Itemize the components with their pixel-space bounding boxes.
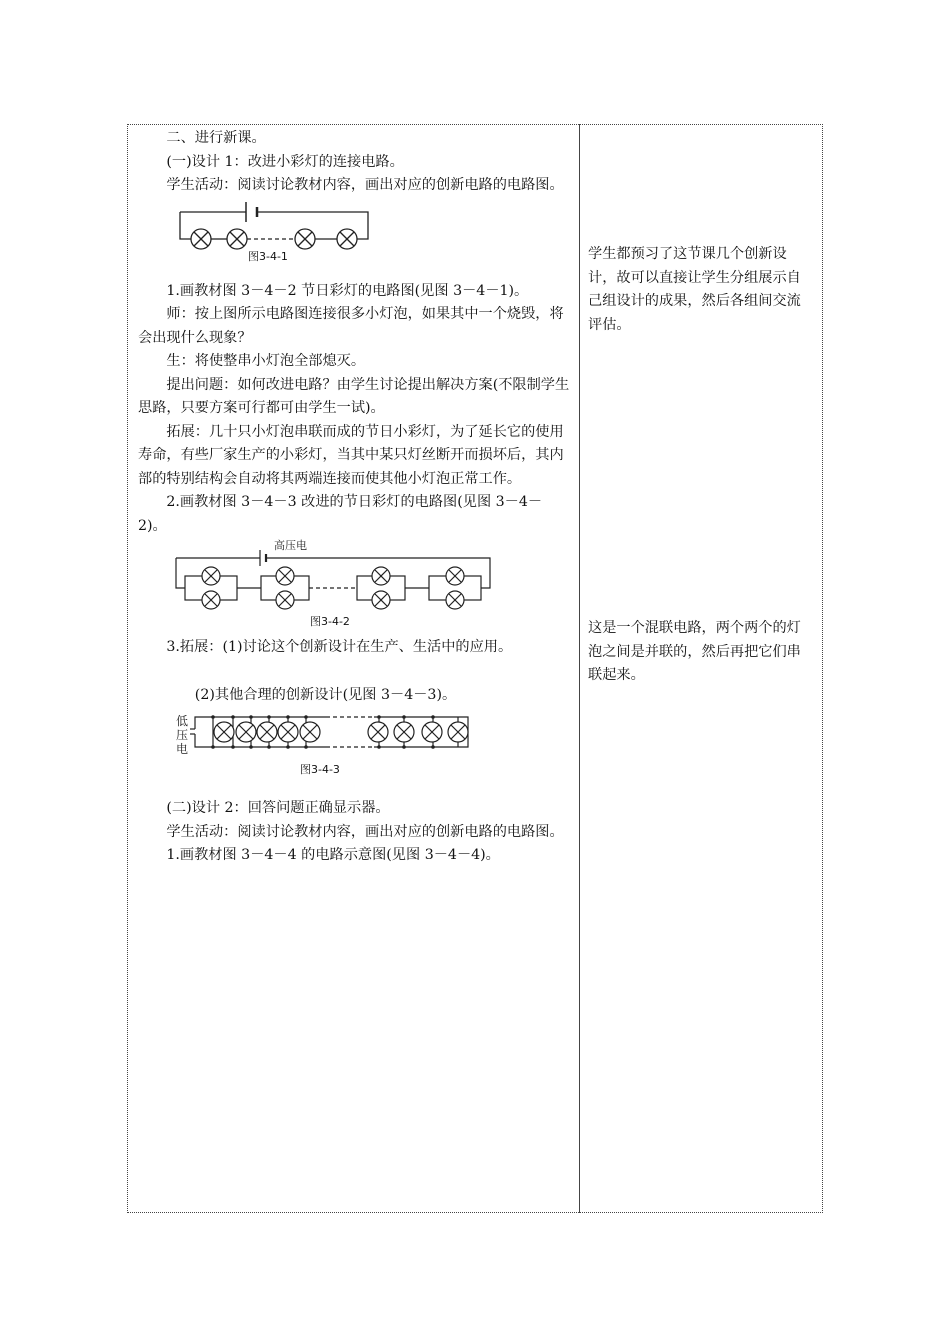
extension-text: 拓展：几十只小灯泡串联而成的节日小彩灯，为了延长它的使用寿命，有些厂家生产的小彩灯，当其中某只灯丝断开而损坏后，其内部的特别结构会自动将其两端连接而使其他小灯泡正常工作。	[138, 423, 564, 487]
low-voltage-label-1: 低	[176, 714, 189, 728]
design-2-heading: (二)设计 2：回答问题正确显示器。	[166, 800, 390, 816]
high-voltage-label: 高压电	[274, 539, 307, 552]
figure-caption: 图3-4-1	[248, 249, 288, 263]
student-activity-1: 学生活动：阅读讨论教材内容，画出对应的创新电路的电路图。	[166, 177, 564, 193]
column-divider	[579, 124, 580, 1213]
figure-3-4-1	[138, 198, 570, 262]
right-note-2	[588, 617, 810, 688]
mixed-circuit-diagram	[138, 538, 570, 628]
step-1-design-2: 1.画教材图 3－4－4 的电路示意图(见图 3－4－4)。	[166, 847, 500, 863]
student-activity-2: 学生活动：阅读讨论教材内容，画出对应的创新电路的电路图。	[166, 823, 564, 840]
figure-3-4-2	[138, 538, 570, 628]
left-column	[138, 127, 570, 868]
extension-question-1: 3.拓展：(1)讨论这个创新设计在生产、生活中的应用。	[166, 639, 513, 655]
low-voltage-label-3: 电	[176, 742, 189, 756]
figure-3-4-3	[138, 707, 570, 797]
step-1-text: 1.画教材图 3－4－2 节日彩灯的电路图(见图 3－4－1)。	[166, 282, 529, 299]
low-voltage-label-2: 压	[176, 728, 189, 742]
section-heading: 二、进行新课。	[166, 130, 266, 146]
note-text: 这是一个混联电路，两个两个的灯泡之间是并联的，然后再把它们串联起来。	[588, 620, 801, 683]
student-answer: 生：将使整串小灯泡全部熄灭。	[166, 353, 366, 369]
series-circuit-diagram	[138, 198, 570, 262]
teacher-question: 师：按上图所示电路图连接很多小灯泡，如果其中一个烧毁，将会出现什么现象？	[138, 306, 564, 346]
extension-question-2: (2)其他合理的创新设计(见图 3－4－3)。	[194, 686, 457, 703]
design-1-heading: (一)设计 1：改进小彩灯的连接电路。	[166, 153, 404, 170]
note-text: 学生都预习了这节课几个创新设计，故可以直接让学生分组展示自己组设计的成果，然后各组间交流评估。	[588, 246, 801, 333]
parallel-circuit-diagram	[138, 707, 570, 797]
right-note-1	[588, 243, 810, 337]
figure-caption: 图3-4-3	[300, 763, 340, 776]
raise-question: 提出问题：如何改进电路？由学生讨论提出解决方案(不限制学生思路，只要方案可行都可由学生一试)。	[138, 376, 570, 416]
figure-caption: 图3-4-2	[310, 615, 350, 628]
step-2-text: 2.画教材图 3－4－3 改进的节日彩灯的电路图(见图 3－4－2)。	[138, 494, 543, 534]
